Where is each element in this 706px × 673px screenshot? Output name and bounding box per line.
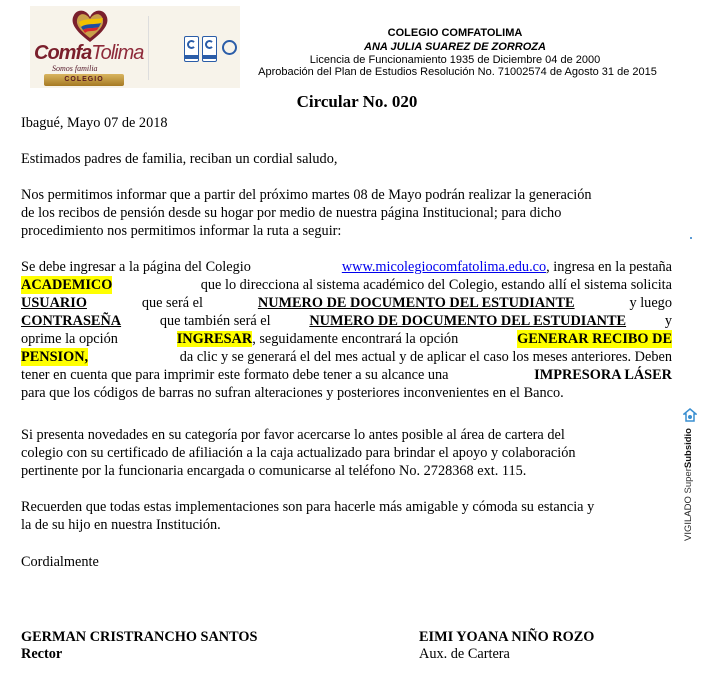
text-line: CONTRASEÑA que también será el NUMERO DE DOCUMENTO DEL ESTUDIANTE y — [21, 313, 672, 329]
text-line: pertinente por la funcionaria encargada o comunicarse al teléfono No. 2728368 ext. 115. — [21, 463, 527, 479]
iso-cert-badge-icon — [202, 36, 217, 62]
greeting: Estimados padres de familia, reciban un cordial saludo, — [21, 151, 338, 167]
supersubsidio-logo-icon — [683, 408, 697, 422]
pension-keyword: PENSION, — [21, 349, 89, 365]
brand-wordmark: ComfaTolima — [34, 42, 144, 64]
text-line: la de su hijo en nuestra Institución. — [21, 517, 221, 533]
academico-keyword: ACADEMICO — [21, 277, 113, 293]
closing: Cordialmente — [21, 554, 99, 570]
school-logo — [30, 6, 240, 88]
brand-ribbon: COLEGIO — [44, 74, 124, 86]
text-line: ACADEMICO que lo direcciona al sistema académico del Colegio, estando allí el sistema solicita — [21, 277, 672, 293]
text-line: Nos permitimos informar que a partir del próximo martes 08 de Mayo podrán realizar la generación — [21, 187, 592, 203]
vigilado-supersubsidio-badge — [679, 408, 701, 580]
contrasena-keyword: CONTRASEÑA — [21, 313, 122, 329]
brand-slogan: Somos familia — [52, 64, 98, 73]
vigilado-text: VIGILADO SuperSubsidio — [683, 428, 694, 541]
license-text: Licencia de Funcionamiento 1935 de Diciembre 04 de 2000 — [309, 54, 601, 66]
generar-recibo-keyword: GENERAR RECIBO DE — [517, 331, 672, 347]
text-line: USUARIO que será el NUMERO DE DOCUMENTO DEL ESTUDIANTE y luego — [21, 295, 672, 311]
text-line: de los recibos de pensión desde su hogar por medio de nuestra página Institucional; para dicho — [21, 205, 562, 221]
place-date: Ibagué, Mayo 07 de 2018 — [21, 115, 168, 131]
paragraph-closing-remarks — [21, 498, 672, 534]
school-subtitle: ANA JULIA SUAREZ DE ZORROZA — [364, 41, 546, 53]
signature-rector — [21, 629, 257, 663]
text-line: PENSION, da clic y se generará el del mes actual y de aplicar el caso los meses anteriores. Deben — [21, 349, 672, 365]
school-name: COLEGIO COMFATOLIMA — [387, 27, 523, 39]
circular-title: Circular No. 020 — [296, 92, 418, 111]
iso-cert-badge-icon — [184, 36, 199, 62]
text-line: procedimiento nos permitimos informar la ruta a seguir: — [21, 223, 342, 239]
laser-printer-keyword: IMPRESORA LÁSER — [534, 367, 672, 383]
text-line: para que los códigos de barras no sufran alteraciones y posteriores inconvenientes en el Banco. — [21, 385, 564, 401]
signer-name: GERMAN CRISTRANCHO SANTOS — [21, 629, 258, 645]
paragraph-intro — [21, 186, 672, 240]
iqnet-round-badge-icon — [222, 40, 237, 55]
student-document-number-keyword: NUMERO DE DOCUMENTO DEL ESTUDIANTE — [309, 313, 627, 329]
signer-role: Rector — [21, 646, 63, 662]
logo-divider — [148, 16, 149, 80]
school-website-link[interactable]: www.micolegiocomfatolima.edu.co — [341, 259, 547, 275]
usuario-keyword: USUARIO — [21, 295, 87, 311]
signature-aux-cartera — [419, 629, 594, 663]
heart-logo-icon — [70, 8, 110, 44]
text-line: Si presenta novedades en su categoría por favor acercarse lo antes posible al área de cartera del — [21, 427, 565, 443]
stray-mark — [690, 237, 692, 239]
approval-text: Aprobación del Plan de Estudios Resolución No. 71002574 de Agosto 31 de 2015 — [258, 66, 657, 78]
signer-role: Aux. de Cartera — [419, 646, 510, 662]
paragraph-instructions — [21, 258, 672, 402]
text-line: Recuerden que todas estas implementaciones son para hacerle más amigable y cómoda su estancia y — [21, 499, 595, 515]
signer-name: EIMI YOANA NIÑO ROZO — [419, 629, 595, 645]
text-line: colegio con su certificado de afiliación a la caja actualizado para brindar el apoyo y colaboración — [21, 445, 576, 461]
text-line: tener en cuenta que para imprimir este formato debe tener a su alcance una IMPRESORA LÁSER — [21, 367, 672, 383]
student-document-number-keyword: NUMERO DE DOCUMENTO DEL ESTUDIANTE — [257, 295, 575, 311]
text-line: Se debe ingresar a la página del Colegio www.micolegiocomfatolima.edu.co, ingresa en la pestaña — [21, 259, 672, 275]
text-line: oprime la opción INGRESAR, seguidamente encontrará la opción GENERAR RECIBO DE — [21, 331, 672, 347]
ingresar-keyword: INGRESAR — [176, 331, 253, 347]
paragraph-novedades — [21, 426, 672, 480]
